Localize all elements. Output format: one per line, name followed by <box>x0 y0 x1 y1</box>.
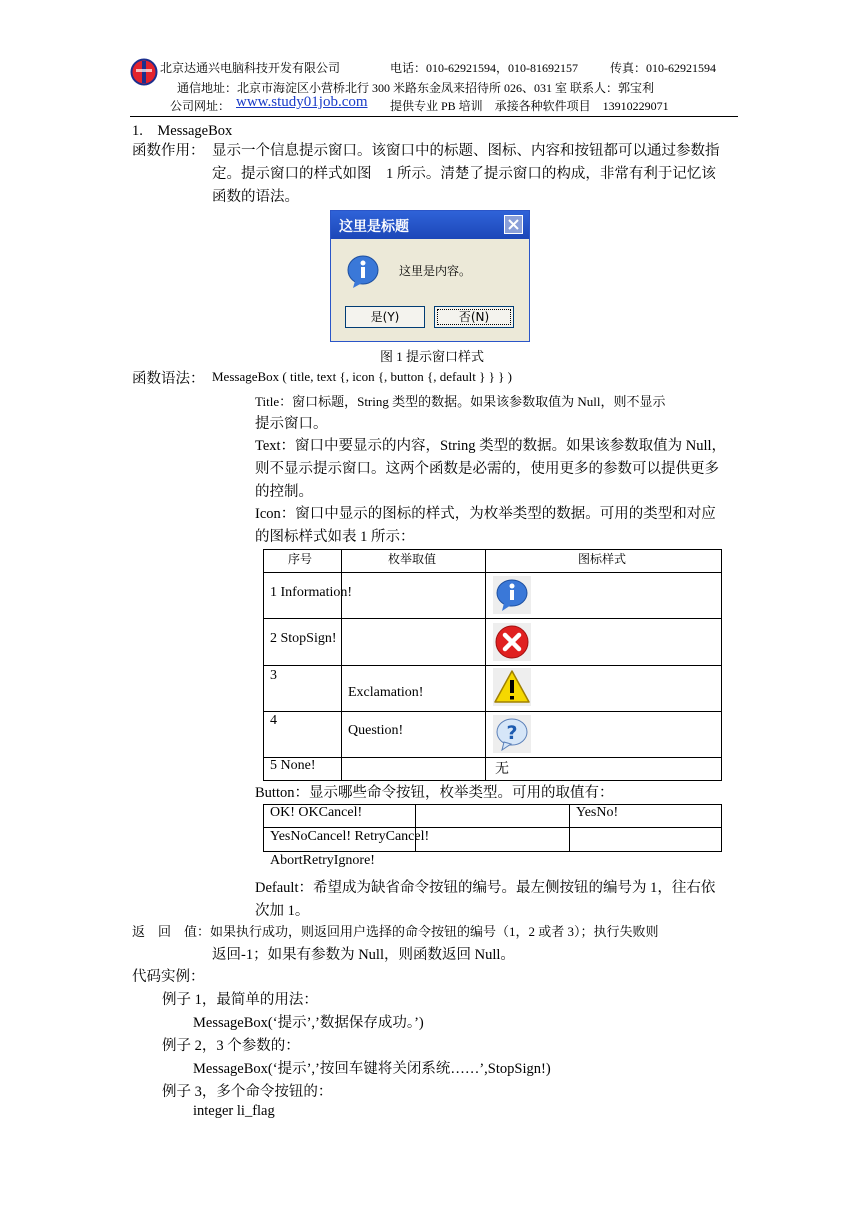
company-services: 提供专业 PB 培训 承接各种软件项目 13910229071 <box>390 99 669 113</box>
example-1-title: 例子 1，最简单的用法： <box>162 992 318 1008</box>
yes-button: 是(Y) <box>345 306 425 328</box>
purpose-label: 函数作用： <box>132 143 205 159</box>
syntax-label: 函数语法： <box>132 371 205 387</box>
syntax-value: MessageBox ( title, text {, icon {, button {, default } } } ) <box>212 369 512 384</box>
example-2-title: 例子 2，3 个参数的： <box>162 1038 300 1054</box>
param-default-line-1: Default：希望成为缺省命令按钮的编号。最左侧按钮的编号为 1，往右依 <box>255 880 716 896</box>
stop-icon <box>493 623 531 661</box>
company-phone: 电话：010-62921594，010-81692157 <box>390 61 578 75</box>
param-title-line-2: 提示窗口。 <box>255 416 328 432</box>
param-default-line-2: 次加 1。 <box>255 903 310 919</box>
returns-label: 返 回 值： <box>132 924 211 939</box>
table-header-enum: 枚举取值 <box>388 552 437 566</box>
close-icon <box>504 215 523 234</box>
table-row-3-label: Exclamation! <box>348 685 424 700</box>
question-icon <box>493 715 531 753</box>
messagebox-title: 这里是标题 <box>339 219 409 235</box>
button-row-2-a: YesNoCancel! RetryCancel! <box>270 829 430 844</box>
company-site-link[interactable]: www.study01job.com <box>236 94 368 110</box>
table-header-icon: 图标样式 <box>578 552 627 566</box>
table-row-1-label: 1 Information! <box>270 585 353 600</box>
returns-line-1: 如果执行成功，则返回用户选择的命令按钮的编号（1，2 或者 3）；执行失败则 <box>210 924 659 939</box>
table-row-5-icon-text: 无 <box>495 762 509 777</box>
examples-heading: 代码实例： <box>132 969 205 985</box>
company-site-label: 公司网址： <box>170 99 231 113</box>
table-row-3-index: 3 <box>270 668 277 683</box>
param-icon-line-1: Icon：窗口中显示的图标的样式，为枚举类型的数据。可用的类型和对应 <box>255 506 716 522</box>
information-icon <box>345 253 381 289</box>
svg-text:?: ? <box>506 722 518 744</box>
messagebox-figure <box>330 210 530 342</box>
company-logo <box>130 58 158 86</box>
example-3-code: integer li_flag <box>193 1103 275 1119</box>
param-button: Button：显示哪些命令按钮，枚举类型。可用的取值有： <box>255 785 614 801</box>
figure-caption: 图 1 提示窗口样式 <box>380 349 485 364</box>
header-rule <box>130 116 738 117</box>
purpose-line-3: 函数的语法。 <box>212 189 299 205</box>
section-title: 1. MessageBox <box>132 123 233 139</box>
company-address: 通信地址：北京市海淀区小营桥北行 300 米路东金凤来招待所 026、031 室 联系人：郭宝利 <box>177 81 655 95</box>
param-icon-line-2: 的图标样式如表 1 所示： <box>255 529 415 545</box>
information-icon <box>493 576 531 614</box>
button-row-3-a: AbortRetryIgnore! <box>270 853 375 868</box>
param-text-line-3: 的控制。 <box>255 484 313 500</box>
table-row-4-index: 4 <box>270 713 277 728</box>
table-row-5-label: 5 None! <box>270 758 316 773</box>
company-fax: 传真：010-62921594 <box>610 61 716 75</box>
table-row-2-label: 2 StopSign! <box>270 631 337 646</box>
company-name: 北京达通兴电脑科技开发有限公司 <box>160 61 341 75</box>
messagebox-content: 这里是内容。 <box>399 264 472 278</box>
button-row-1-a: OK! OKCancel! <box>270 805 363 820</box>
exclamation-icon <box>493 668 531 706</box>
messagebox-titlebar <box>331 211 529 239</box>
param-text-line-1: Text：窗口中要显示的内容，String 类型的数据。如果该参数取值为 Null， <box>255 438 727 454</box>
example-2-code: MessageBox(‘提示’,’按回车键将关闭系统……’,StopSign!) <box>193 1061 551 1077</box>
param-title-line-1: Title：窗口标题，String 类型的数据。如果该参数取值为 Null，则不显示 <box>255 394 666 409</box>
button-row-1-c: YesNo! <box>576 805 619 820</box>
example-3-title: 例子 3，多个命令按钮的： <box>162 1084 333 1100</box>
no-button: 否(N) <box>434 306 514 328</box>
example-1-code: MessageBox(‘提示’,’数据保存成功。’) <box>193 1015 424 1031</box>
table-row-4-label: Question! <box>348 723 404 738</box>
purpose-line-2: 定。提示窗口的样式如图 1 所示。清楚了提示窗口的构成，非常有利于记忆该 <box>212 166 716 182</box>
table-header-index: 序号 <box>288 552 313 566</box>
param-text-line-2: 则不显示提示窗口。这两个函数是必需的，使用更多的参数可以提供更多 <box>255 461 719 477</box>
purpose-line-1: 显示一个信息提示窗口。该窗口中的标题、图标、内容和按钮都可以通过参数指 <box>212 143 720 159</box>
returns-line-2: 返回-1；如果有参数为 Null，则函数返回 Null。 <box>212 947 515 963</box>
